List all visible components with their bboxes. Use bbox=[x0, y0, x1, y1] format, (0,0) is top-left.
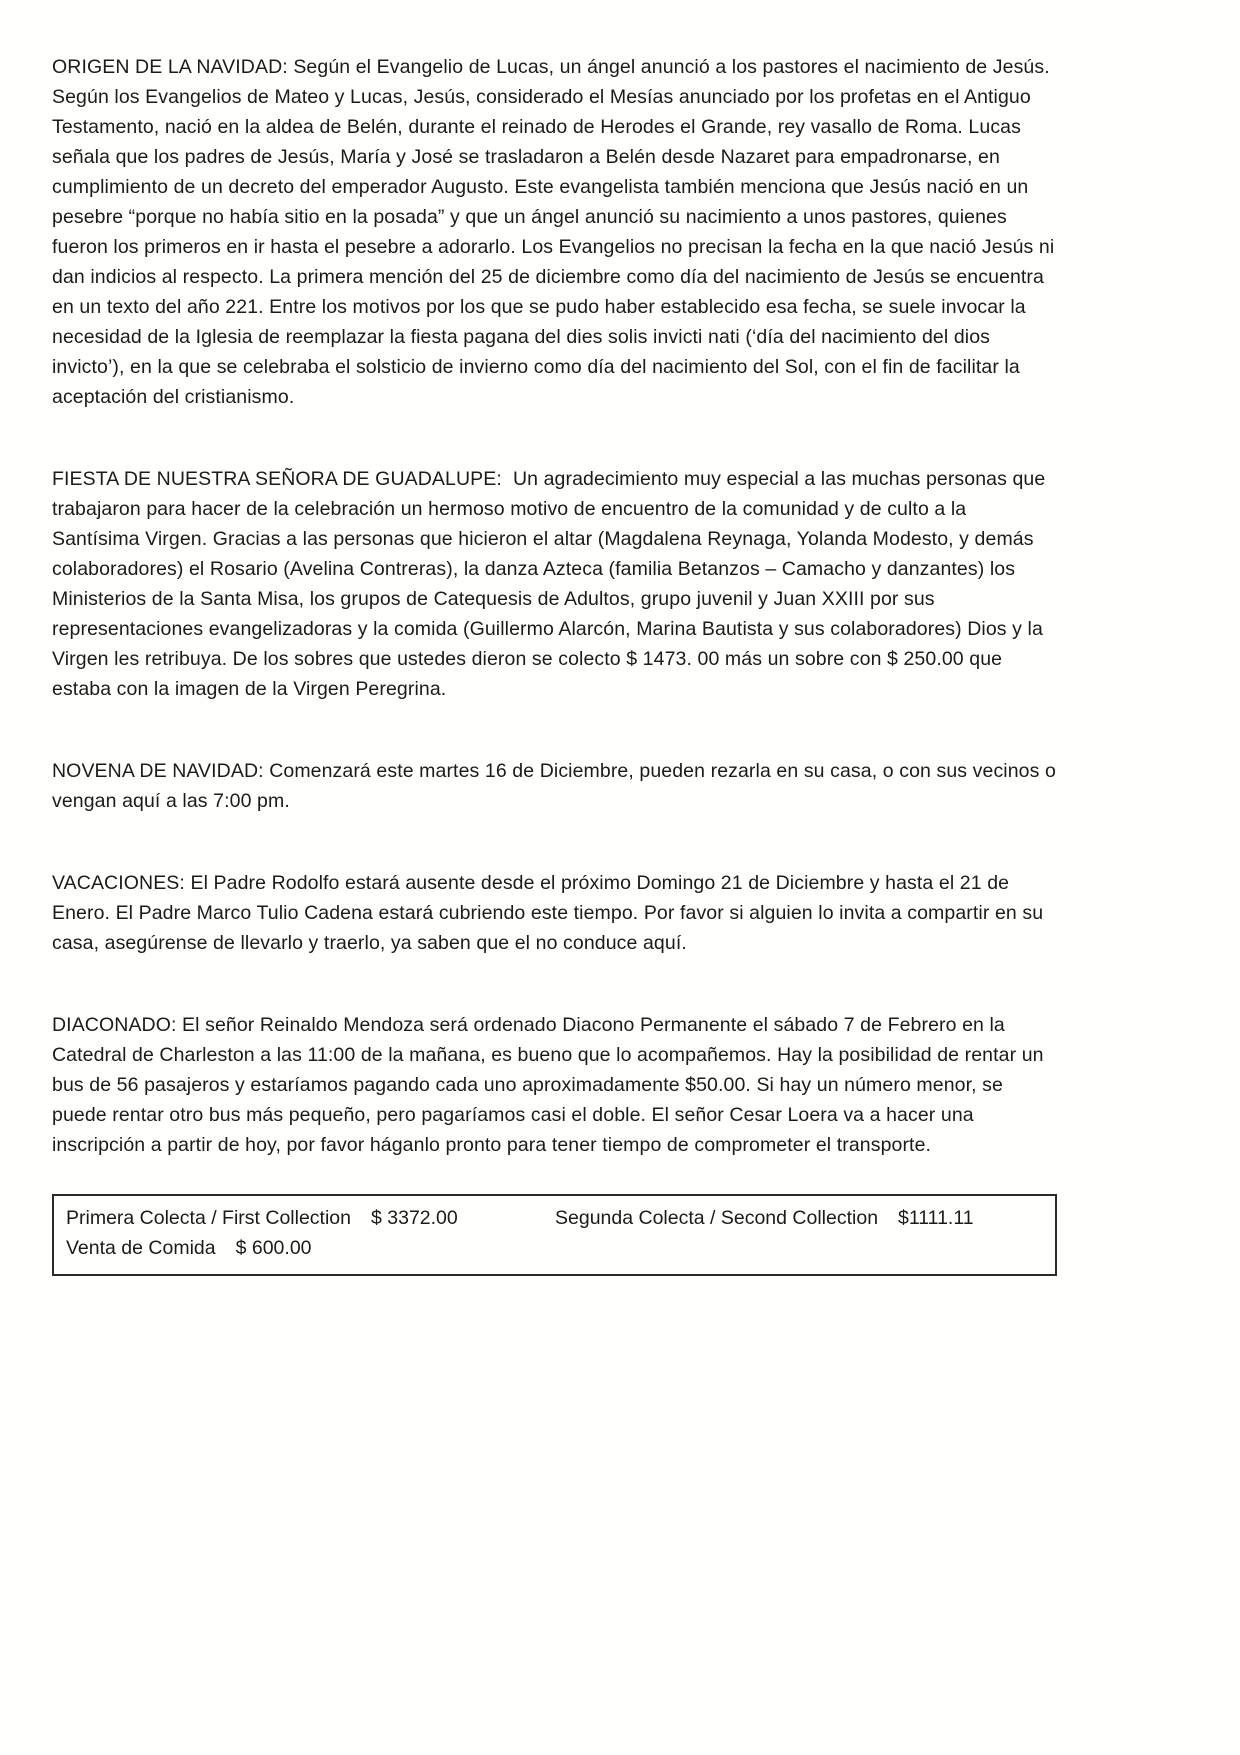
collections-row-1 bbox=[66, 1203, 1041, 1233]
collections-box bbox=[52, 1194, 1057, 1276]
section-diaconado bbox=[52, 1010, 1057, 1160]
section-fiesta-guadalupe bbox=[52, 464, 1057, 704]
section-heading: ORIGEN DE LA NAVIDAD: bbox=[52, 56, 288, 78]
collections-row-2 bbox=[66, 1233, 1041, 1263]
first-collection-amount: $ 3372.00 bbox=[371, 1207, 458, 1229]
section-body: Según el Evangelio de Lucas, un ángel anunció a los pastores el nacimiento de Jesús. Según los Evangelios de Mateo y Lucas, Jesús, considerado el Mesías anunciado por los profetas en el Antiguo Testamento, nació en la aldea de Belén, durante el reinado de Herodes el Grande, rey vasallo de Roma. Lucas señala que los padres de Jesús, María y José se trasladaron a Belén desde Nazaret para empadronarse, en cumplimiento de un decreto del emperador Augusto. Este evangelista también menciona que Jesús nació en un pesebre “porque no había sitio en la posada” y que un ángel anunció su nacimiento a unos pastores, quienes fueron los primeros en ir hasta el pesebre a adorarlo. Los Evangelios no precisan la fecha en la que nació Jesús ni dan indicios al respecto. La primera mención del 25 de diciembre como día del nacimiento de Jesús se encuentra en un texto del año 221. Entre los motivos por los que se pudo haber establecido esa fecha, se suele invocar la necesidad de la Iglesia de reemplazar la fiesta pagana del dies solis invicti nati (‘día del nacimiento del dios invicto’), en la que se celebraba el solsticio de invierno como día del nacimiento del Sol, con el fin de facilitar la aceptación del cristianismo. bbox=[52, 56, 1055, 408]
section-heading: FIESTA DE NUESTRA SEÑORA DE GUADALUPE: bbox=[52, 468, 502, 490]
food-sale-label: Venta de Comida bbox=[66, 1237, 216, 1259]
food-sale bbox=[66, 1233, 312, 1263]
section-heading: DIACONADO: bbox=[52, 1014, 177, 1036]
section-body: Un agradecimiento muy especial a las muchas personas que trabajaron para hacer de la celebración un hermoso motivo de encuentro de la comunidad y de culto a la Santísima Virgen. Gracias a las personas que hicieron el altar (Magdalena Reynaga, Yolanda Modesto, y demás colaboradores) el Rosario (Avelina Contreras), la danza Azteca (familia Betanzos – Camacho y danzantes) los Ministerios de la Santa Misa, los grupos de Catequesis de Adultos, grupo juvenil y Juan XXIII por sus representaciones evangelizadoras y la comida (Guillermo Alarcón, Marina Bautista y sus colaboradores) Dios y la Virgen les retribuya. De los sobres que ustedes dieron se colecto $ 1473. 00 más un sobre con $ 250.00 que estaba con la imagen de la Virgen Peregrina. bbox=[52, 468, 1046, 700]
section-origen-de-la-navidad bbox=[52, 52, 1057, 412]
second-collection-amount: $1111.11 bbox=[898, 1207, 974, 1229]
first-collection bbox=[66, 1203, 555, 1233]
section-body: El señor Reinaldo Mendoza será ordenado Diacono Permanente el sábado 7 de Febrero en la Catedral de Charleston a las 11:00 de la mañana, es bueno que lo acompañemos. Hay la posibilidad de rentar un bus de 56 pasajeros y estaríamos pagando cada uno aproximadamente $50.00. Si hay un número menor, se puede rentar otro bus más pequeño, pero pagaríamos casi el doble. El señor Cesar Loera va a hacer una inscripción a partir de hoy, por favor háganlo pronto para tener tiempo de comprometer el transporte. bbox=[52, 1014, 1044, 1156]
second-collection-label: Segunda Colecta / Second Collection bbox=[555, 1207, 879, 1229]
section-novena-de-navidad bbox=[52, 756, 1057, 816]
section-body: El Padre Rodolfo estará ausente desde el próximo Domingo 21 de Diciembre y hasta el 21 de Enero. El Padre Marco Tulio Cadena estará cubriendo este tiempo. Por favor si alguien lo invita a compartir en su casa, asegúrense de llevarlo y traerlo, ya saben que el no conduce aquí. bbox=[52, 872, 1044, 954]
section-vacaciones bbox=[52, 868, 1057, 958]
second-collection bbox=[555, 1203, 974, 1233]
first-collection-label: Primera Colecta / First Collection bbox=[66, 1207, 351, 1229]
section-heading: VACACIONES: bbox=[52, 872, 185, 894]
food-sale-amount: $ 600.00 bbox=[235, 1237, 312, 1259]
section-heading: NOVENA DE NAVIDAD: bbox=[52, 760, 264, 782]
bulletin-content bbox=[52, 52, 1057, 1276]
section-body: Comenzará este martes 16 de Diciembre, pueden rezarla en su casa, o con sus vecinos o vengan aquí a las 7:00 pm. bbox=[52, 760, 1056, 812]
